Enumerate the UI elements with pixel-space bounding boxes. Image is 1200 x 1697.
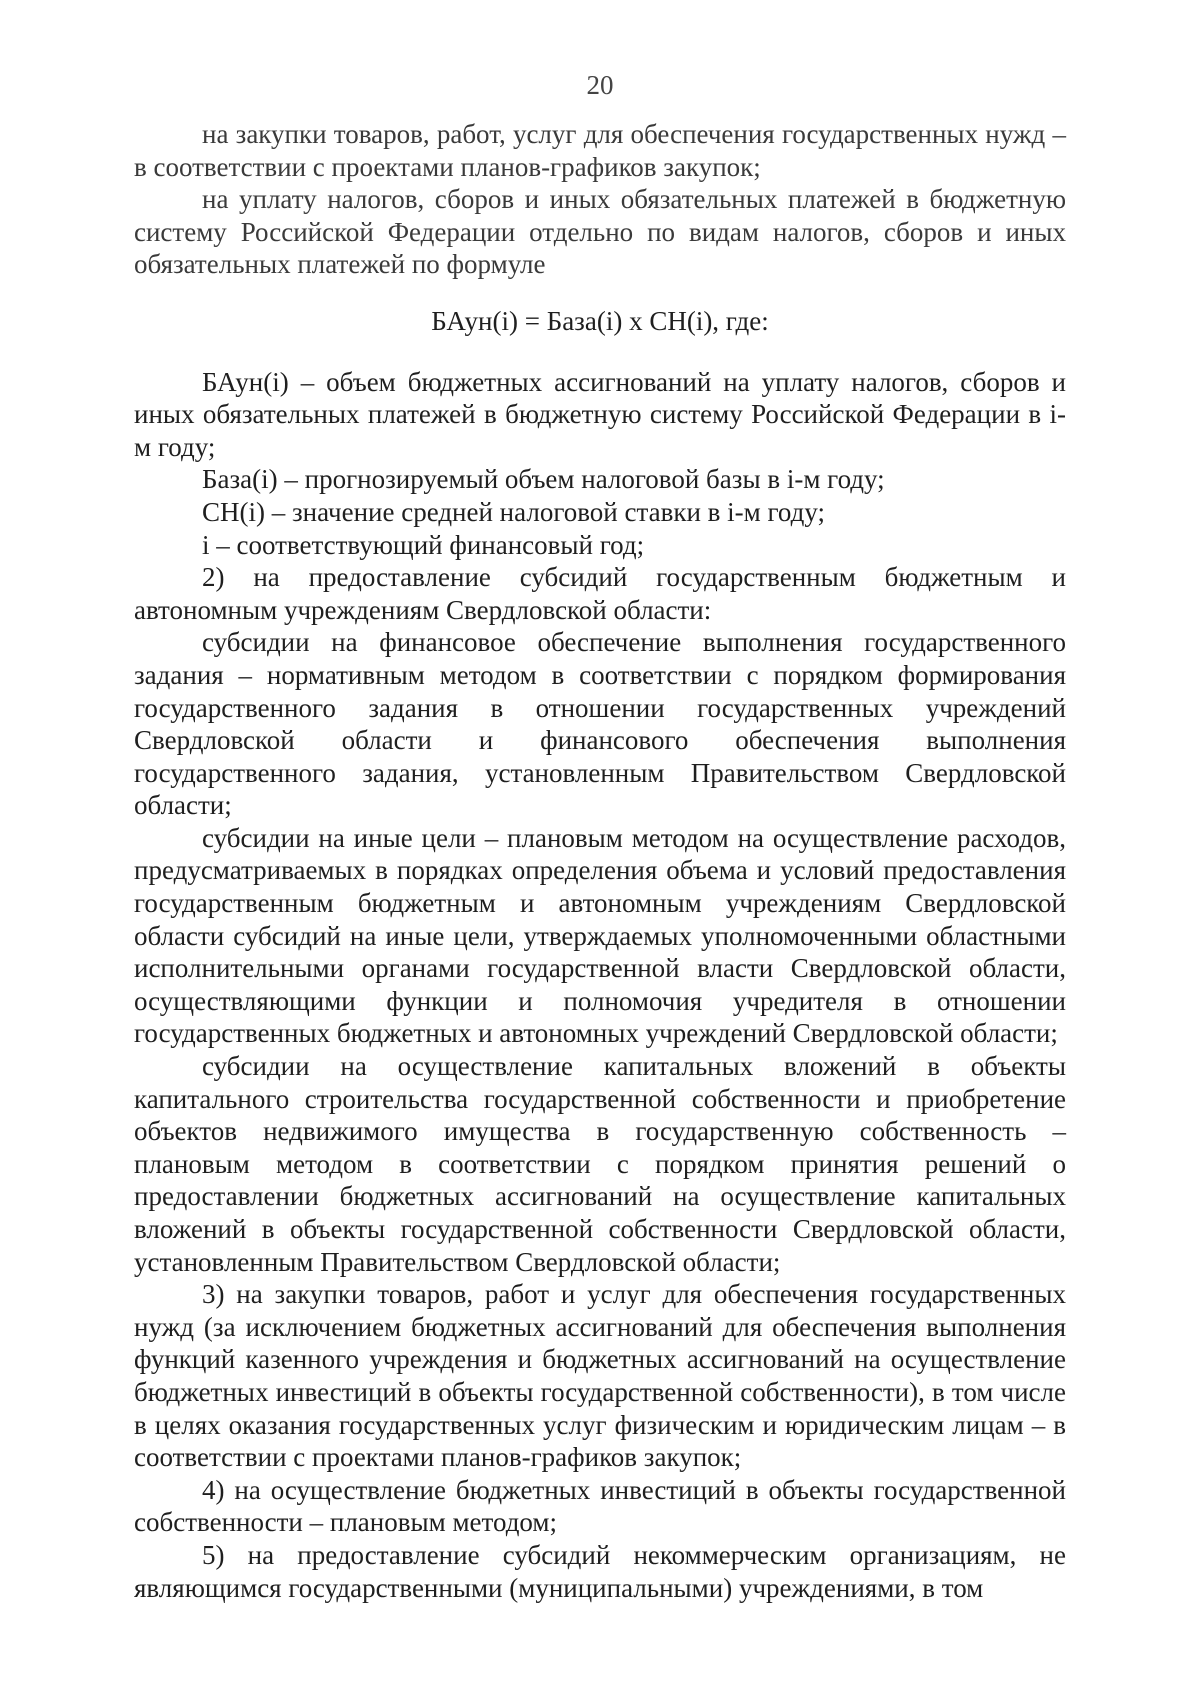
paragraph-item-5: 5) на предоставление субсидий некоммерческим организациям, не являющимся государственными (муниципальными) учреждениями, в том (134, 1539, 1066, 1603)
paragraph-item-4: 4) на осуществление бюджетных инвестиций в объекты государственной собственности – плановым методом; (134, 1474, 1066, 1538)
paragraph-item-3: 3) на закупки товаров, работ и услуг для обеспечения государственных нужд (за исключением бюджетных ассигнований для обеспечения выполнения функций казенного учреждения и бюджетных ассигнований на осуществление бюджетных инвестиций в объекты государственной собственности), в том числе в целях оказания государственных услуг физическим и юридическим лицам – в соответствии с проектами планов-графиков закупок; (134, 1279, 1066, 1473)
paragraph-formula-definition-base: База(i) – прогнозируемый объем налоговой базы в i-м году; (202, 464, 885, 495)
paragraph-formula-definition-baun: БАун(i) – объем бюджетных ассигнований на уплату налогов, сборов и иных обязательных платежей в бюджетную систему Российской Федерации в i-м году; (134, 366, 1066, 462)
paragraph-procurement: на закупки товаров, работ, услуг для обеспечения государственных нужд – в соответствии с проектами планов-графиков закупок; (134, 119, 1066, 182)
document-body (134, 118, 1066, 1604)
page-number: 20 (586, 70, 614, 100)
formula: БАун(i) = База(i) х СН(i), где: (431, 305, 769, 336)
paragraph-formula-definition-i: i – соответствующий финансовый год; (202, 529, 645, 560)
paragraph-taxes: на уплату налогов, сборов и иных обязательных платежей в бюджетную систему Российской Федерации отдельно по видам налогов, сборов и иных обязательных платежей по формуле (134, 184, 1066, 280)
paragraph-item-2: 2) на предоставление субсидий государственным бюджетным и автономным учреждениям Свердловской области: (134, 562, 1066, 625)
paragraph-subsidy-other-purposes: субсидии на иные цели – плановым методом на осуществление расходов, предусматриваемых в порядках определения объема и условий предоставления государственным бюджетным и автономным учреждениям Свердловской области субсидий на иные цели, утверждаемых уполномоченными областными исполнительными органами государственной власти Свердловской области, осуществляющими функции и полномочия учредителя в отношении государственных бюджетных и автономных учреждений Свердловской области; (134, 822, 1066, 1049)
paragraph-subsidy-state-task: субсидии на финансовое обеспечение выполнения государственного задания – нормативным методом в соответствии с порядком формирования государственного задания в отношении государственных учреждений Свердловской области и финансового обеспечения выполнения государственного задания, установленным Правительством Свердловской области; (134, 627, 1066, 821)
paragraph-formula-definition-sn: СН(i) – значение средней налоговой ставки в i-м году; (202, 496, 825, 527)
paragraph-subsidy-capital-investments: субсидии на осуществление капитальных вложений в объекты капитального строительства государственной собственности и приобретение объектов недвижимого имущества в государственную собственность – плановым методом в соответствии с порядком принятия решений о предоставлении бюджетных ассигнований на осуществление капитальных вложений в объекты государственной собственности Свердловской области, установленным Правительством Свердловской области; (134, 1051, 1066, 1277)
